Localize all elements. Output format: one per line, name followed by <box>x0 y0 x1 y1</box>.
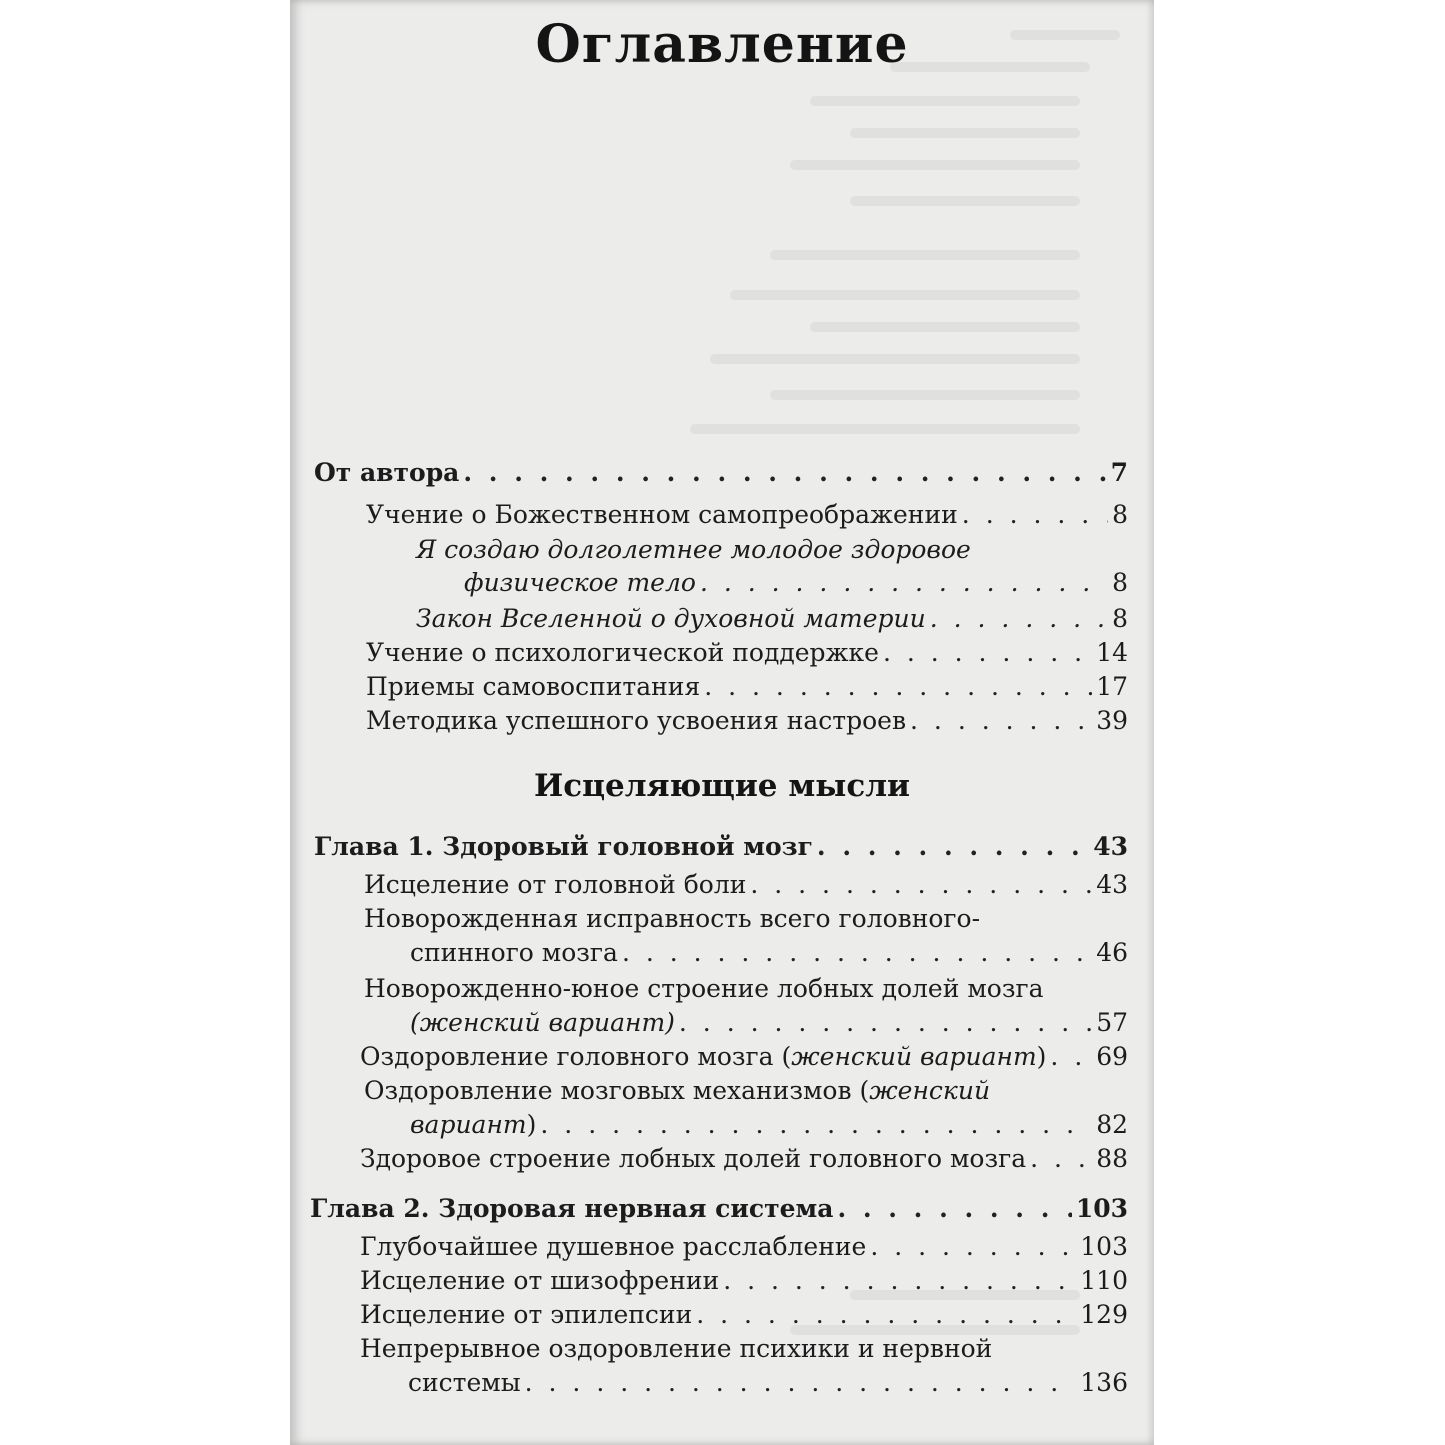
toc-entry[interactable] <box>416 602 1128 636</box>
page-number: 43 <box>1096 870 1128 899</box>
entry-title: вариант) <box>410 1110 537 1139</box>
page-number: 103 <box>1080 1232 1128 1261</box>
toc-entry[interactable] <box>360 1298 1128 1332</box>
toc-entry[interactable] <box>366 670 1128 704</box>
entry-title-line1: Новорожденно-юное строение лобных долей мозга <box>364 974 1044 1003</box>
toc-entry[interactable] <box>314 830 1128 864</box>
dot-leader <box>704 670 1092 704</box>
toc-entry[interactable] <box>360 1040 1128 1074</box>
page-number: 7 <box>1110 458 1128 487</box>
entry-title: спинного мозга <box>410 938 618 967</box>
page-number: 8 <box>1112 500 1128 529</box>
toc-entry[interactable] <box>366 704 1128 738</box>
dot-leader <box>930 602 1108 636</box>
entry-title-line1: Новорожденная исправность всего головного- <box>364 904 981 933</box>
dot-leader <box>1030 1142 1092 1176</box>
entry-title: Исцеление от эпилепсии <box>360 1300 693 1329</box>
page-number: 17 <box>1096 672 1128 701</box>
page-number: 57 <box>1096 1008 1128 1037</box>
page-number: 8 <box>1112 568 1128 597</box>
page-number: 129 <box>1080 1300 1128 1329</box>
page-number: 8 <box>1112 604 1128 633</box>
entry-title-line1: Я создаю долголетнее молодое здоровое <box>416 535 971 564</box>
entry-title: Приемы самовоспитания <box>366 672 701 701</box>
entry-title-line1: Оздоровление мозговых механизмов (женский <box>364 1076 991 1105</box>
entry-title: Исцеление от шизофрении <box>360 1266 720 1295</box>
dot-leader <box>540 1108 1092 1142</box>
dot-leader <box>696 1298 1076 1332</box>
page-number: 136 <box>1080 1368 1128 1397</box>
dot-leader <box>883 636 1092 670</box>
entry-title: Глава 1. Здоровый головной мозг <box>314 832 813 861</box>
toc-title: Оглавление <box>535 14 909 75</box>
page-number: 39 <box>1096 706 1128 735</box>
dot-leader <box>622 936 1092 970</box>
entry-title: Глава 2. Здоровая нервная система <box>310 1194 834 1223</box>
page-number: 88 <box>1096 1144 1128 1173</box>
entry-title: Здоровое строение лобных долей головного мозга <box>360 1144 1027 1173</box>
book-page <box>290 0 1154 1445</box>
dot-leader <box>962 498 1108 532</box>
entry-title: Методика успешного усвоения настроев <box>366 706 907 735</box>
toc-entry[interactable] <box>410 1108 1128 1142</box>
entry-title: От автора <box>314 458 460 487</box>
entry-title: Закон Вселенной о духовной материи <box>416 604 926 633</box>
dot-leader <box>525 1366 1077 1400</box>
page-number: 69 <box>1096 1042 1128 1071</box>
entry-title: Исцеление от головной боли <box>364 870 747 899</box>
page-number: 14 <box>1096 638 1128 667</box>
dot-leader <box>870 1230 1076 1264</box>
entry-title: Учение о Божественном самопреображении <box>366 500 958 529</box>
page-number: 103 <box>1075 1194 1128 1223</box>
toc-entry[interactable] <box>310 1192 1128 1226</box>
entry-title: системы <box>408 1368 521 1397</box>
entry-title: физическое тело <box>464 568 696 597</box>
dot-leader <box>910 704 1092 738</box>
entry-title: Учение о психологической поддержке <box>366 638 879 667</box>
toc-entry[interactable] <box>464 566 1128 600</box>
toc-entry[interactable] <box>408 1366 1128 1400</box>
toc-entry[interactable] <box>360 1230 1128 1264</box>
toc-entry[interactable] <box>366 636 1128 670</box>
dot-leader <box>700 566 1108 600</box>
dot-leader <box>723 1264 1076 1298</box>
entry-title: (женский вариант) <box>410 1008 675 1037</box>
toc-entry[interactable] <box>314 456 1128 490</box>
toc-entry[interactable] <box>360 1264 1128 1298</box>
page-number: 43 <box>1093 832 1128 861</box>
toc-entry[interactable] <box>360 1142 1128 1176</box>
toc-entry[interactable] <box>410 936 1128 970</box>
dot-leader <box>817 830 1089 864</box>
dot-leader <box>463 456 1106 490</box>
entry-title-line1: Непрерывное оздоровление психики и нервной <box>360 1334 993 1363</box>
entry-title: Оздоровление головного мозга (женский вариант) <box>360 1042 1047 1071</box>
dot-leader <box>837 1192 1071 1226</box>
dot-leader <box>750 868 1092 902</box>
dot-leader <box>679 1006 1092 1040</box>
page-number: 46 <box>1096 938 1128 967</box>
dot-leader <box>1050 1040 1092 1074</box>
toc-entry[interactable] <box>410 1006 1128 1040</box>
entry-title: Глубочайшее душевное расслабление <box>360 1232 867 1261</box>
page-number: 82 <box>1096 1110 1128 1139</box>
toc-entry[interactable] <box>364 868 1128 902</box>
page-number: 110 <box>1080 1266 1128 1295</box>
section-title: Исцеляющие мысли <box>533 768 911 804</box>
toc-entry[interactable] <box>366 498 1128 532</box>
